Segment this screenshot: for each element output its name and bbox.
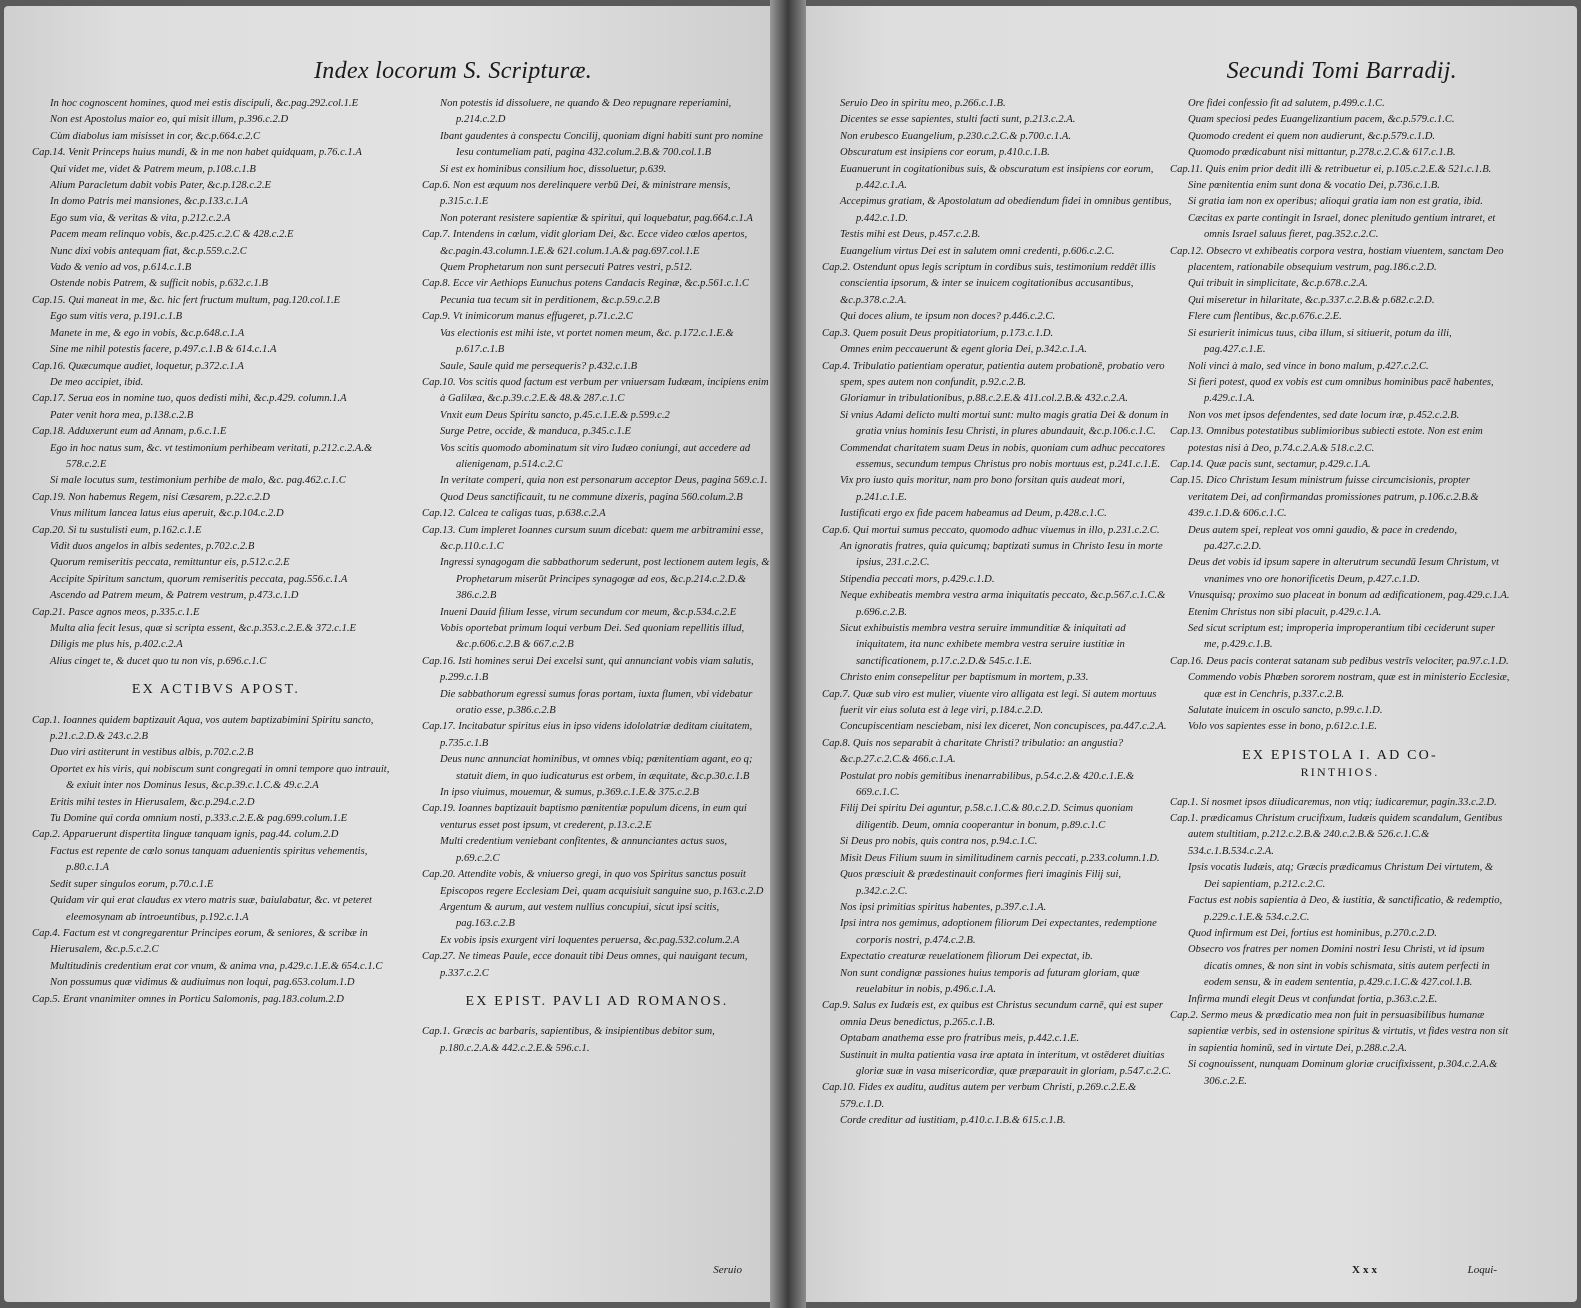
index-entry: Diligis me plus his, p.402.c.2.A (50, 639, 183, 651)
index-entry: Vix pro iusto quis moritur, nam pro bono forsitan quis audeat mori, p.241.c.1.E. (840, 475, 1125, 503)
index-entry: Postulat pro nobis gemitibus inenarrabilibus, p.54.c.2.& 420.c.1.E.& 669.c.1.C. (840, 770, 1135, 799)
heading-line-1: EX EPISTOLA I. AD CO- (1242, 747, 1438, 763)
chapter-entry: Cap.2. Apparuerunt dispertita linguæ tanquam ignis, pag.44. colum.2.D (32, 829, 339, 841)
index-entry: Vas electionis est mihi iste, vt portet nomen meum, &c. p.172.c.1.E.& p.617.c.1.B (440, 327, 734, 356)
index-entry: Seruio Deo in spiritu meo, p.266.c.1.B. (840, 98, 1006, 109)
left-page (4, 6, 782, 1302)
index-entry: Noli vinci à malo, sed vince in bono malum, p.427.c.2.C. (1188, 360, 1429, 372)
index-entry: Cæcitas ex parte contingit in Israel, donec plenitudo gentium intraret, et omnis Israel saluus fieret, pag.352.c.2.C. (1188, 212, 1496, 241)
index-entry: Obscuratum est insipiens cor eorum, p.410.c.1.B. (840, 147, 1050, 159)
index-entry: Deus det vobis id ipsum sapere in alterutrum secundū Iesum Christum, vt vnanimes vno ore honorificetis Deum, p.427.c.1.D. (1188, 557, 1499, 585)
index-entry: Testis mihi est Deus, p.457.c.2.B. (840, 229, 981, 241)
index-entry: Multa alia fecit Iesus, quæ si scripta essent, &c.p.353.c.2.E.& 372.c.1.E (50, 623, 357, 634)
right-column-a (822, 96, 1172, 1130)
index-entry: Non poterant resistere sapientiæ & spiritui, qui loquebatur, pag.664.c.1.A (440, 212, 753, 224)
index-entry: Sustinuit in multa patientia vasa iræ aptata in interitum, vt ostēderet diuitias gloriæ suæ in vasa misericordiæ, quæ præparauit in gloriam, p.547.c.2.C. (840, 1049, 1172, 1077)
index-entry: Pater venit hora mea, p.138.c.2.B (50, 409, 194, 421)
index-entry: Corde creditur ad iustitiam, p.410.c.1.B.& 615.c.1.B. (840, 1115, 1066, 1127)
index-entry: Ostende nobis Patrem, & sufficit nobis, p.632.c.1.B (50, 278, 268, 290)
index-entry: Christo enim consepelitur per baptismum in mortem, p.33. (840, 672, 1089, 684)
index-entry: Optabam anathema esse pro fratribus meis, p.442.c.1.E. (840, 1033, 1080, 1045)
book-gutter (770, 0, 806, 1308)
index-entry: Ingressi synagogam die sabbathorum sederunt, post lectionem autem legis, & Prophetarum miserūt Principes synagogæ ad eos, &c.p.214.c.2.D.& 386.c.2.B (440, 557, 770, 602)
index-entry: Duo viri astiterunt in vestibus albis, p.702.c.2.B (50, 747, 254, 759)
index-entry: Quam speciosi pedes Euangelizantium pacem, &c.p.579.c.1.C. (1188, 114, 1455, 126)
signature-mark: Xxx (1352, 1264, 1380, 1276)
index-entry: Ibant gaudentes à conspectu Concilij, quoniam digni habiti sunt pro nomine Iesu contumeliam pati, pagina 432.colum.2.B.& 700.col.1.B (440, 130, 763, 159)
chapter-entry: Cap.4. Tribulatio patientiam operatur, patientia autem probationē, probatio vero spem, spes autem non confundit, p.92.c.2.B. (822, 360, 1165, 388)
index-entry: Non possumus quæ vidimus & audiuimus non loqui, pag.653.colum.1.D (50, 977, 355, 989)
index-entry: Quomodo prædicabunt nisi mittantur, p.278.c.2.C.& 617.c.1.B. (1188, 147, 1456, 159)
chapter-entry: Cap.12. Calcea te caligas tuas, p.638.c.2.A (422, 508, 606, 520)
index-entry: Iustificati ergo ex fide pacem habeamus ad Deum, p.428.c.1.C. (840, 508, 1107, 520)
index-entry: Ego in hoc natus sum, &c. vt testimonium perhibeam veritati, p.212.c.2.A.& 578.c.2.E (50, 442, 373, 470)
index-entry: Vidit duos angelos in albis sedentes, p.702.c.2.B (50, 540, 255, 552)
index-entry: Saule, Saule quid me persequeris? p.432.c.1.B (440, 360, 638, 372)
chapter-entry: Cap.16. Isti homines serui Dei excelsi sunt, qui annunciant vobis viam salutis, p.299.c.1.B (422, 655, 754, 684)
index-entry: Non vos met ipsos defendentes, sed date locum iræ, p.452.c.2.B. (1188, 409, 1460, 421)
index-entry: Qui miseretur in hilaritate, &c.p.337.c.2.B.& p.682.c.2.D. (1188, 294, 1435, 306)
index-entry: In veritate comperi, quia non est personarum acceptor Deus, pagina 569.c.1. (440, 475, 768, 487)
index-entry: Stipendia peccati mors, p.429.c.1.D. (840, 573, 995, 585)
index-entry: Factus est repente de cœlo sonus tanquam aduenientis spiritus vehementis, p.80.c.1.A (50, 845, 368, 874)
index-entry: Manete in me, & ego in vobis, &c.p.648.c.1.A (50, 327, 245, 339)
section-heading-romans: EX EPIST. PAVLI AD ROMANOS. (465, 993, 729, 1009)
right-page (792, 6, 1577, 1302)
index-entry: Multitudinis credentium erat cor vnum, & anima vna, p.429.c.1.E.& 654.c.1.C (50, 960, 383, 972)
index-entry: Sedit super singulos eorum, p.70.c.1.E (50, 878, 214, 890)
index-entry: Pacem meam relinquo vobis, &c.p.425.c.2.C & 428.c.2.E (50, 229, 294, 241)
index-entry: Alius cinget te, & ducet quo tu non vis, p.696.c.1.C (50, 655, 267, 667)
heading-line-2: RINTHIOS. (1300, 765, 1380, 780)
chapter-entry: Cap.6. Qui mortui sumus peccato, quomodo adhuc viuemus in illo, p.231.c.2.C. (822, 524, 1160, 536)
chapter-entry: Cap.5. Erant vnanimiter omnes in Porticu Salomonis, pag.183.colum.2.D (32, 993, 344, 1005)
index-entry: Non potestis id dissoluere, ne quando & Deo repugnare reperiamini, p.214.c.2.D (440, 98, 732, 126)
chapter-entry: Cap.8. Quis nos separabit à charitate Christi? tribulatio: an angustia? &c.p.27.c.2.C.& 466.c.1.A. (822, 737, 1124, 766)
index-entry: Cùm diabolus iam misisset in cor, &c.p.664.c.2.C (50, 130, 261, 142)
index-entry: Quorum remiseritis peccata, remittuntur eis, p.512.c.2.E (50, 557, 290, 569)
index-entry: Misit Deus Filium suum in similitudinem carnis peccati, p.233.column.1.D. (840, 852, 1160, 864)
index-entry: Sicut exhibuistis membra vestra seruire immunditiæ & iniquitati ad iniquitatem, ita nunc exhibete membra vestra seruire iustitiæ in sanctificationem, p.17.c.2.D.& 545.c.1.E. (840, 623, 1126, 667)
entry-list (32, 713, 400, 1008)
index-entry: Nos ipsi primitias spiritus habentes, p.397.c.1.A. (840, 901, 1047, 913)
chapter-entry: Cap.1. Græcis ac barbaris, sapientibus, & insipientibus debitor sum, p.180.c.2.A.& 442.c.2.E.& 596.c.1. (422, 1026, 715, 1054)
entry-list (822, 96, 1172, 1130)
index-entry: An ignoratis fratres, quia quicumq; baptizati sumus in Christo Iesu in morte ipsius, 231.c.2.C. (840, 540, 1163, 569)
index-entry: De meo accipiet, ibid. (50, 376, 144, 388)
left-column-b (422, 96, 772, 1057)
index-entry: Non est Apostolus maior eo, qui misit illum, p.396.c.2.D (50, 114, 289, 126)
entry-list (422, 1024, 772, 1057)
index-entry: Pecunia tua tecum sit in perditionem, &c.p.59.c.2.B (440, 294, 660, 306)
right-column-b (1170, 96, 1510, 1090)
chapter-entry: Cap.16. Quæcumque audiet, loquetur, p.372.c.1.A (32, 360, 244, 372)
chapter-entry: Cap.3. Quem posuit Deus propitiatorium, p.173.c.1.D. (822, 327, 1054, 339)
index-entry: Quod Deus sanctificauit, tu ne commune dixeris, pagina 560.colum.2.B (440, 491, 743, 503)
chapter-entry: Cap.1. Si nosmet ipsos diiudicaremus, non vtiq; iudicaremur, pagin.33.c.2.D. (1170, 796, 1497, 808)
index-entry: Etenim Christus non sibi placuit, p.429.c.1.A. (1188, 606, 1382, 618)
chapter-entry: Cap.15. Dico Christum Iesum ministrum fuisse circumcisionis, propter veritatem Dei, ad confirmandas promissiones patrum, p.106.c.2.B.& 439.c.1.D.& 606.c.1.C. (1170, 475, 1479, 520)
index-entry: Dicentes se esse sapientes, stulti facti sunt, p.213.c.2.A. (840, 114, 1076, 126)
index-entry: Si vnius Adami delicto multi mortui sunt: multo magis gratia Dei & donum in gratia vnius hominis Iesu Christi, in plures abundauit, &c.p.106.c.1.C. (840, 409, 1169, 438)
index-entry: Sine pœnitentia enim sunt dona & vocatio Dei, p.736.c.1.B. (1188, 180, 1440, 192)
chapter-entry: Cap.19. Non habemus Regem, nisi Cæsarem, p.22.c.2.D (32, 491, 270, 503)
running-head-left: Index locorum S. Scripturæ. (314, 58, 593, 84)
index-entry: Vnus militum lancea latus eius aperuit, &c.p.104.c.2.D (50, 508, 284, 520)
chapter-entry: Cap.11. Quis enim prior dedit illi & retribuetur ei, p.105.c.2.E.& 521.c.1.B. (1170, 163, 1492, 175)
index-entry: Concupiscentiam nesciebam, nisi lex diceret, Non concupisces, pa.447.c.2.A. (840, 721, 1167, 733)
section-heading-acts: EX ACTIBVS APOST. (131, 682, 301, 698)
index-entry: Ore fidei confessio fit ad salutem, p.499.c.1.C. (1188, 98, 1385, 109)
entry-list (1170, 795, 1510, 1090)
index-entry: Ego sum vitis vera, p.191.c.1.B (50, 311, 183, 323)
chapter-entry: Cap.1. Ioannes quidem baptizauit Aqua, vos autem baptizabimini Spiritu sancto, p.21.c.2.D.& 243.c.2.B (32, 714, 374, 743)
chapter-entry: Cap.12. Obsecro vt exhibeatis corpora vestra, hostiam viuentem, sanctam Deo placentem, rationabile obsequium vestrum, pag.186.c.2.D. (1170, 245, 1504, 274)
entry-list (422, 96, 772, 982)
index-entry: Deus nunc annunciat hominibus, vt omnes vbiq; pœnitentiam agant, eo q; statuit diem, in quo iudicaturus est orbem, in æquitate, &c.p.30.c.1.B (440, 754, 753, 782)
index-entry: Volo vos sapientes esse in bono, p.612.c.1.E. (1188, 721, 1377, 733)
chapter-entry: Cap.20. Si tu sustulisti eum, p.162.c.1.E (32, 524, 202, 536)
chapter-entry: Cap.7. Quæ sub viro est mulier, viuente viro alligata est legi. Si autem mortuus fuerit vir eius soluta est à lege viri, p.184.c.2.D. (822, 688, 1157, 717)
index-entry: Salutate inuicem in osculo sancto, p.99.c.1.D. (1188, 705, 1383, 717)
chapter-entry: Cap.4. Factum est vt congregarentur Principes eorum, & seniores, & scribæ in Hierusalem, &c.p.5.c.2.C (32, 927, 368, 956)
chapter-entry: Cap.17. Serua eos in nomine tuo, quos dedisti mihi, &c.p.429. column.1.A (32, 393, 347, 405)
index-entry: Factus est nobis sapientia à Deo, & iustitia, & sanctificatio, & redemptio, p.229.c.1.E.& 534.c.2.C. (1188, 895, 1503, 923)
index-entry: Sine me nihil potestis facere, p.497.c.1.B & 614.c.1.A (50, 344, 277, 356)
chapter-entry: Cap.6. Non est æquum nos derelinquere verbū Dei, & ministrare mensis, p.315.c.1.E (422, 180, 731, 208)
index-entry: Oportet ex his viris, qui nobiscum sunt congregati in omni tempore quo intrauit, & exiuit inter nos Dominus Iesus, &c.p.39.c.1.C.& 49.c.2.A (50, 763, 390, 792)
index-entry: Ascendo ad Patrem meum, & Patrem vestrum, p.473.c.1.D (50, 590, 299, 602)
chapter-entry: Cap.20. Attendite vobis, & vniuerso gregi, in quo vos Spiritus sanctus posuit Episcopos regere Ecclesiam Dei, quam acquisiuit sanguine suo, p.163.c.2.D (422, 869, 764, 897)
index-entry: Quomodo credent ei quem non audierunt, &c.p.579.c.1.D. (1188, 130, 1436, 142)
index-entry: Vnusquisq; proximo suo placeat in bonum ad ædificationem, pag.429.c.1.A. (1188, 590, 1510, 602)
index-entry: Infirma mundi elegit Deus vt confundat fortia, p.363.c.2.E. (1188, 993, 1438, 1005)
running-head-right: Secundi Tomi Barradij. (1226, 58, 1457, 84)
chapter-entry: Cap.14. Venit Princeps huius mundi, & in me non habet quidquam, p.76.c.1.A (32, 147, 362, 159)
index-entry: Si Deus pro nobis, quis contra nos, p.94.c.1.C. (840, 836, 1038, 848)
index-entry: Commendat charitatem suam Deus in nobis, quoniam cum adhuc peccatores essemus, secundum tempus Christus pro nobis mortuus est, p.241.c.1.E. (840, 442, 1166, 470)
index-entry: Si cognouissent, nunquam Dominum gloriæ crucifixissent, p.304.c.2.A.& 306.c.2.E. (1188, 1059, 1498, 1087)
entry-list (32, 96, 400, 670)
index-entry: Si est ex hominibus consilium hoc, dissoluetur, p.639. (440, 163, 667, 175)
catchword-left: Seruio (713, 1264, 742, 1276)
chapter-entry: Cap.9. Vt inimicorum manus effugeret, p.71.c.2.C (422, 311, 633, 323)
chapter-entry: Cap.27. Ne timeas Paule, ecce donauit tibi Deus omnes, qui nauigant tecum, p.337.c.2.C (422, 951, 748, 979)
index-entry: Ex vobis ipsis exurgent viri loquentes peruersa, &c.pag.532.colum.2.A (440, 934, 740, 946)
index-entry: Flere cum flentibus, &c.p.676.c.2.E. (1188, 311, 1342, 323)
chapter-entry: Cap.8. Ecce vir Aethiops Eunuchus potens Candacis Reginæ, &c.p.561.c.1.C (422, 278, 749, 290)
index-entry: Vado & venio ad vos, p.614.c.1.B (50, 262, 192, 274)
index-entry: Qui doces alium, te ipsum non doces? p.446.c.2.C. (840, 311, 1056, 323)
index-entry: Neque exhibeatis membra vestra arma iniquitatis peccato, &c.p.567.c.1.C.& p.696.c.2.B. (840, 590, 1166, 618)
index-entry: Ipsi intra nos gemimus, adoptionem filiorum Dei expectantes, redemptione corporis nostri, p.474.c.2.B. (840, 918, 1157, 946)
chapter-entry: Cap.13. Omnibus potestatibus sublimioribus subiecti estote. Non est enim potestas nisi à Deo, p.74.c.2.A.& 518.c.2.C. (1170, 426, 1483, 454)
index-entry: Si esurierit inimicus tuus, ciba illum, si sitiuerit, potum da illi, pag.427.c.1.E. (1188, 327, 1452, 356)
index-entry: Inueni Dauid filium Iesse, virum secundum cor meum, &c.p.534.c.2.E (440, 606, 737, 618)
chapter-entry: Cap.2. Sermo meus & prædicatio mea non fuit in persuasibilibus humanæ sapientiæ verbis, sed in ostensione spiritus & virtutis, vt fides vestra non sit in sapientia hominū, sed in virtute Dei, p.288.c.2.A. (1170, 1009, 1509, 1054)
index-entry: Die sabbathorum egressi sumus foras portam, iuxta flumen, vbi videbatur oratio esse, p.386.c.2.B (440, 688, 753, 717)
index-entry: Si male locutus sum, testimonium perhibe de malo, &c. pag.462.c.1.C (50, 475, 346, 487)
chapter-entry: Cap.18. Adduxerunt eum ad Annam, p.6.c.1.E (32, 426, 227, 438)
index-entry: Quidam vir qui erat claudus ex vtero matris suæ, baiulabatur, &c. vt peteret eleemosynam ab introeuntibus, p.192.c.1.A (50, 895, 372, 923)
index-entry: Ipsis vocatis Iudæis, atq; Græcis prædicamus Christum Dei virtutem, & Dei sapientiam, p.212.c.2.C. (1188, 862, 1494, 890)
chapter-entry: Cap.1. prædicamus Christum crucifixum, Iudæis quidem scandalum, Gentibus autem stultitiam, p.212.c.2.B.& 240.c.2.B.& 526.c.1.C.& 534.c.1.B.534.c.2.A. (1170, 813, 1503, 857)
index-entry: Filij Dei spiritu Dei aguntur, p.58.c.1.C.& 80.c.2.D. Scimus quoniam diligentib. Deum, omnia cooperantur in bonum, p.89.c.1.C (840, 803, 1134, 831)
index-entry: Quem Prophetarum non sunt persecuti Patres vestri, p.512. (440, 262, 693, 274)
index-entry: Euangelium virtus Dei est in salutem omni credenti, p.606.c.2.C. (840, 245, 1115, 257)
index-entry: Vnxit eum Deus Spiritu sancto, p.45.c.1.E.& p.599.c.2 (440, 409, 670, 421)
index-entry: Si gratia iam non ex operibus; alioqui gratia iam non est gratia, ibid. (1188, 196, 1483, 208)
index-entry: Argentum & aurum, aut vestem nullius concupiui, sicut ipsi scitis, pag.163.c.2.B (440, 901, 720, 930)
chapter-entry: Cap.15. Qui maneat in me, &c. hic fert fructum multum, pag.120.col.1.E (32, 294, 341, 306)
index-entry: Quos præsciuit & prædestinauit conformes fieri imaginis Filij sui, p.342.c.2.C. (840, 869, 1122, 897)
catchword-right: Loqui- (1467, 1264, 1497, 1276)
index-entry: Gloriamur in tribulationibus, p.88.c.2.E.& 411.col.2.B.& 432.c.2.A. (840, 393, 1128, 405)
index-entry: Commendo vobis Phœben sororem nostram, quæ est in ministerio Ecclesiæ, quæ est in Cenchris, p.337.c.2.B. (1188, 672, 1510, 700)
chapter-entry: Cap.19. Ioannes baptizauit baptismo pœnitentiæ populum dicens, in eum qui venturus esset post ipsum, vt crederent, p.13.c.2.E (422, 803, 747, 831)
index-entry: Expectatio creaturæ reuelationem filiorum Dei expectat, ib. (840, 951, 1093, 963)
index-entry: Ego sum via, & veritas & vita, p.212.c.2.A (50, 212, 231, 224)
index-entry: Euanuerunt in cogitationibus suis, & obscuratum est insipiens cor eorum, p.442.c.1.A. (840, 163, 1154, 192)
chapter-entry: Cap.10. Vos scitis quod factum est verbum per vniuersam Iudæam, incipiens enim à Galilæa, &c.p.39.c.2.E.& 48.& 287.c.1.C (422, 376, 769, 405)
index-entry: Non erubesco Euangelium, p.230.c.2.C.& p.700.c.1.A. (840, 130, 1071, 142)
index-entry: Vos scitis quomodo abominatum sit viro Iudæo coniungi, aut accedere ad alienigenam, p.514.c.2.C (440, 442, 751, 470)
index-entry: Qui tribuit in simplicitate, &c.p.678.c.2.A. (1188, 278, 1368, 290)
index-entry: Alium Paracletum dabit vobis Pater, &c.p.128.c.2.E (50, 180, 271, 192)
index-entry: Omnes enim peccauerunt & egent gloria Dei, p.342.c.1.A. (840, 344, 1087, 356)
index-entry: Accipite Spiritum sanctum, quorum remiseritis peccata, pag.556.c.1.A (50, 573, 348, 585)
index-entry: Nunc dixi vobis antequam fiat, &c.p.559.c.2.C (50, 245, 247, 257)
index-entry: Eritis mihi testes in Hierusalem, &c.p.294.c.2.D (50, 796, 255, 808)
index-entry: Vobis oportebat primum loqui verbum Dei. Sed quoniam repellitis illud, &c.p.606.c.2.B & 667.c.2.B (440, 623, 745, 651)
chapter-entry: Cap.9. Salus ex Iudæis est, ex quibus est Christus secundum carnē, qui est super omnia Deus benedictus, p.265.c.1.B. (822, 1000, 1164, 1028)
index-entry: Quod infirmum est Dei, fortius est hominibus, p.270.c.2.D. (1188, 927, 1437, 939)
index-entry: Si fieri potest, quod ex vobis est cum omnibus hominibus pacē habentes, p.429.c.1.A. (1188, 376, 1494, 405)
left-column-a (32, 96, 400, 1008)
index-entry: Accepimus gratiam, & Apostolatum ad obediendum fidei in omnibus gentibus, p.442.c.1.D. (840, 196, 1172, 224)
chapter-entry: Cap.14. Quæ pacis sunt, sectamur, p.429.c.1.A. (1170, 458, 1371, 470)
chapter-entry: Cap.16. Deus pacis conterat satanam sub pedibus vestrīs velociter, pa.97.c.1.D. (1170, 655, 1509, 667)
chapter-entry: Cap.13. Cum impleret Ioannes cursum suum dicebat: quem me arbitramini esse, &c.p.110.c.1.C (422, 524, 764, 552)
chapter-entry: Cap.2. Ostendunt opus legis scriptum in cordibus suis, testimonium reddēt illis conscientia ipsorum, & inter se inuicem cogitationibus accusantibus, &c.p.378.c.2.A. (822, 262, 1156, 306)
chapter-entry: Cap.10. Fides ex auditu, auditus autem per verbum Christi, p.269.c.2.E.& 579.c.1.D. (822, 1082, 1137, 1110)
index-entry: Sed sicut scriptum est; improperia improperantium tibi ceciderunt super me, p.429.c.1.B. (1188, 623, 1495, 651)
index-entry: In ipso viuimus, mouemur, & sumus, p.369.c.1.E.& 375.c.2.B (440, 787, 699, 799)
entry-list (1170, 96, 1510, 736)
section-heading-corinthians (1170, 748, 1510, 781)
chapter-entry: Cap.17. Incitabatur spiritus eius in ipso videns idololatriæ deditam ciuitatem, p.735.c.1.B (422, 721, 753, 749)
index-entry: Surge Petre, occide, & manduca, p.345.c.1.E (440, 426, 632, 438)
index-entry: Obsecro vos fratres per nomen Domini nostri Iesu Christi, vt id ipsum dicatis omnes, & non sint in vobis schismata, sitis autem perfecti in eodem sensu, & in eadem sententia, p.429.c.1.C.& 427.col.1.B. (1188, 944, 1490, 989)
chapter-entry: Cap.7. Intendens in cœlum, vidit gloriam Dei, &c. Ecce video cœlos apertos, &c.pagin.43.column.1.E.& 621.colum.1.A.& pag.697.col.1.E (422, 229, 748, 257)
index-entry: Multi credentium veniebant confitentes, & annunciantes actus suos, p.69.c.2.C (440, 836, 728, 864)
index-entry: Qui videt me, videt & Patrem meum, p.108.c.1.B (50, 163, 256, 175)
index-entry: In domo Patris mei mansiones, &c.p.133.c.1.A (50, 196, 249, 208)
index-entry: In hoc cognoscent homines, quod mei estis discipuli, &c.pag.292.col.1.E (50, 98, 359, 109)
index-entry: Tu Domine qui corda omnium nosti, p.333.c.2.E.& pag.699.colum.1.E (50, 813, 348, 825)
chapter-entry: Cap.21. Pasce agnos meos, p.335.c.1.E (32, 606, 200, 618)
index-entry: Non sunt condignæ passiones huius temporis ad futuram gloriam, quæ reuelabitur in nobis, p.496.c.1.A. (840, 967, 1140, 995)
index-entry: Deus autem spei, repleat vos omni gaudio, & pace in credendo, pa.427.c.2.D. (1188, 524, 1458, 552)
